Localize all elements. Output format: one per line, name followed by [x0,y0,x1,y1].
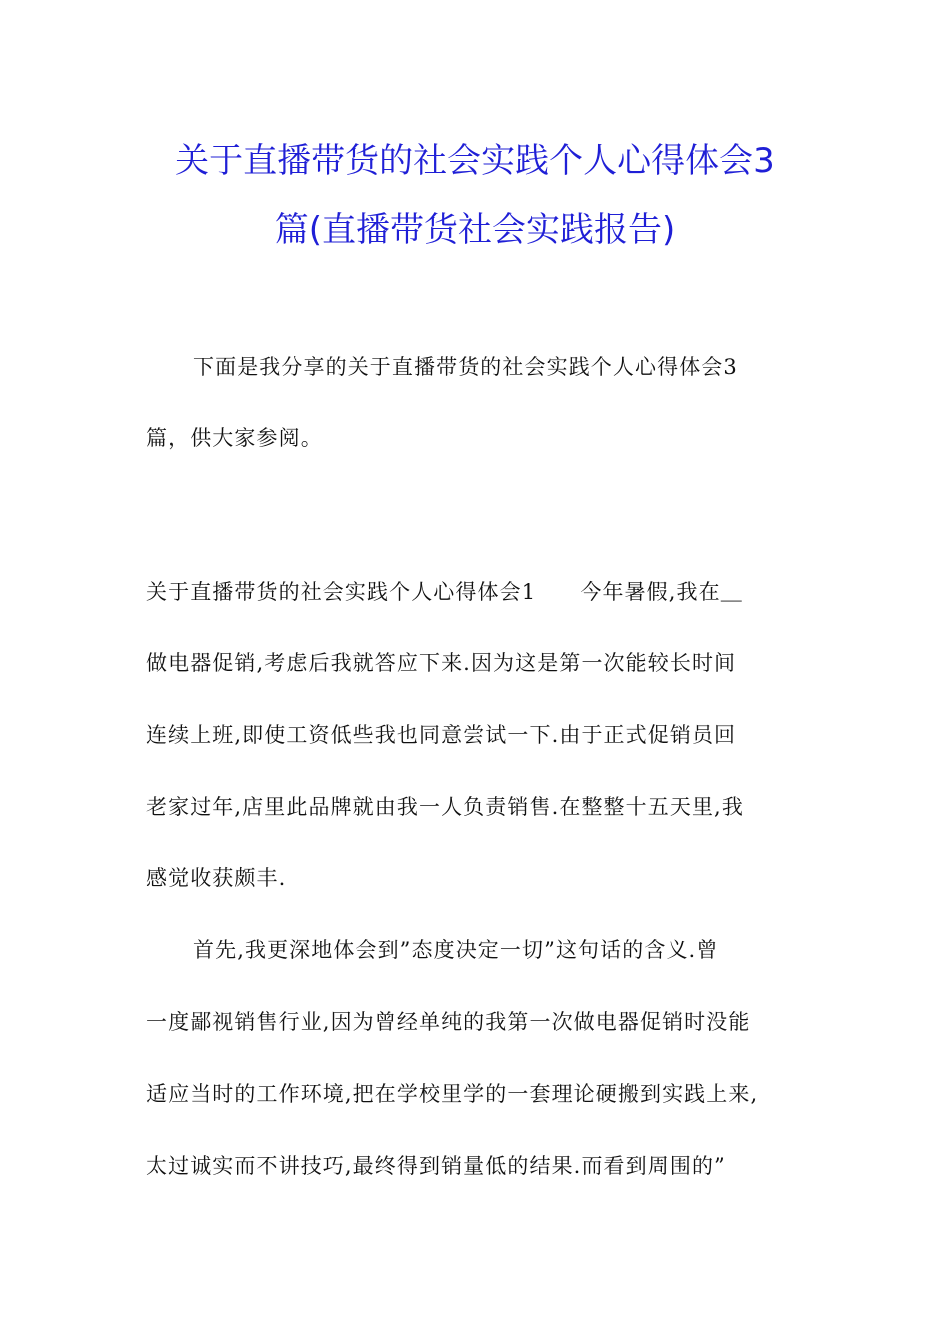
paragraph2-line-2: 一度鄙视销售行业,因为曾经单纯的我第一次做电器促销时没能 [146,1010,751,1034]
section1-line-4: 老家过年,店里此品牌就由我一人负责销售.在整整十五天里,我 [146,795,744,819]
intro-line-2: 篇，供大家参阅。 [146,426,323,450]
section1-line-1: 关于直播带货的社会实践个人心得体会1 今年暑假,我在＿ [146,580,743,604]
document-title-line-1: 关于直播带货的社会实践个人心得体会3 [175,141,775,181]
document-title-line-2: 篇(直播带货社会实践报告) [274,210,676,250]
section1-line-5: 感觉收获颇丰. [146,866,287,890]
paragraph2-line-4: 太过诚实而不讲技巧,最终得到销量低的结果.而看到周围的” [146,1154,726,1178]
section1-line-2: 做电器促销,考虑后我就答应下来.因为这是第一次能较长时间 [146,651,737,675]
paragraph2-line-3: 适应当时的工作环境,把在学校里学的一套理论硬搬到实践上来, [146,1082,759,1106]
paragraph2-line-1: 首先,我更深地体会到”态度决定一切”这句话的含义.曾 [193,938,719,962]
intro-line-1: 下面是我分享的关于直播带货的社会实践个人心得体会3 [193,355,738,379]
section1-line-3: 连续上班,即使工资低些我也同意尝试一下.由于正式促销员回 [146,723,737,747]
